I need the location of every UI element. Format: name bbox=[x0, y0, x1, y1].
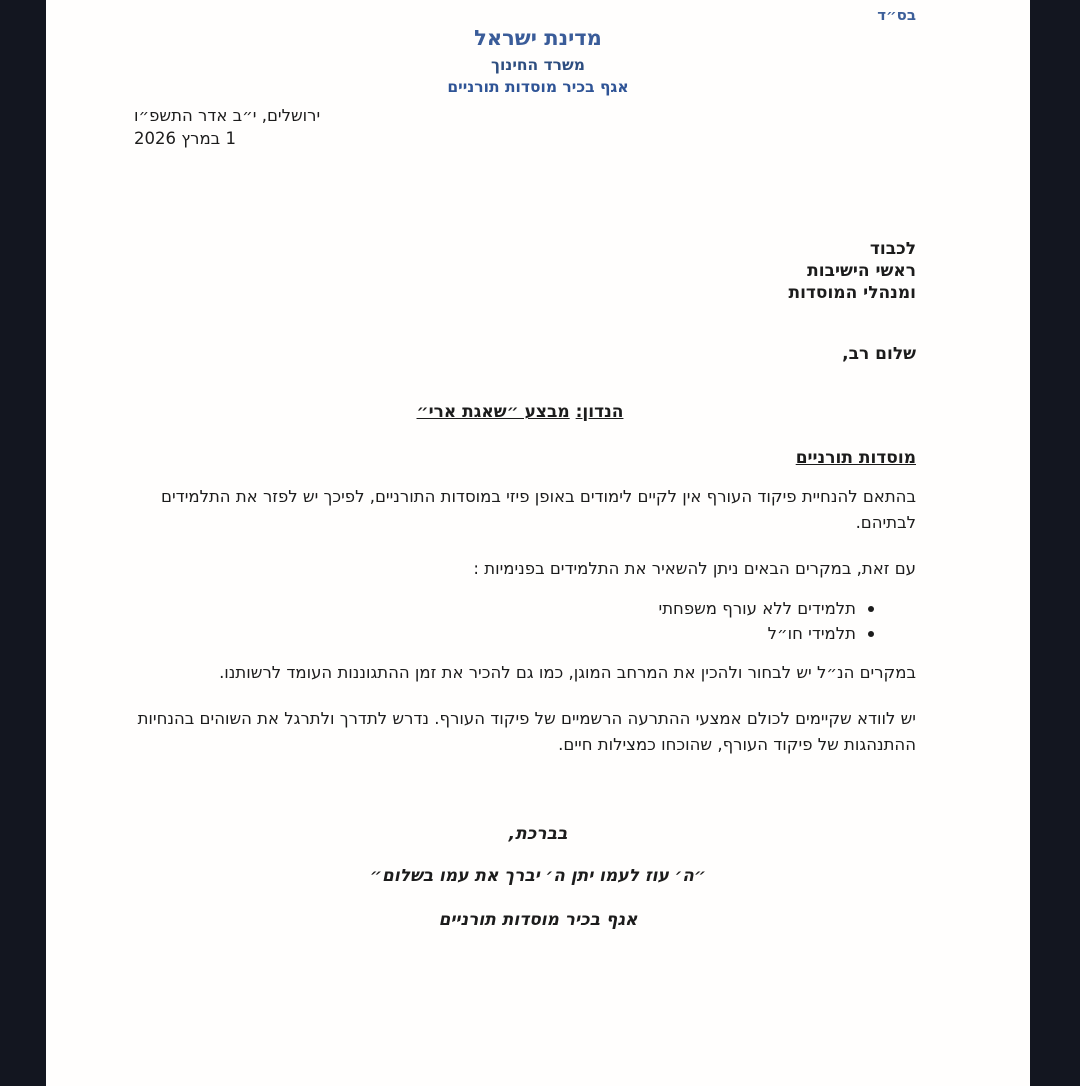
date-block bbox=[46, 104, 1030, 150]
bullet-text: תלמידים ללא עורף משפחתי bbox=[658, 599, 856, 618]
gregorian-date: 1 במרץ 2026 bbox=[134, 129, 236, 148]
closing-signature: אגף בכיר מוסדות תורניים bbox=[438, 910, 638, 930]
hebrew-date: ירושלים, י״ב אדר התשפ״ו bbox=[134, 106, 321, 125]
closing-regards: בברכת, bbox=[508, 824, 568, 844]
subject-line bbox=[28, 402, 1012, 422]
subject-title: מבצע ״שאגת ארי״ bbox=[416, 402, 570, 422]
section-heading: מוסדות תורניים bbox=[795, 448, 916, 468]
body-paragraph: בהתאם להנחיית פיקוד העורף אין לקיים לימודים באופן פיזי במוסדות התורניים, לפיכך יש לפזר את התלמידים לבתיהם. bbox=[161, 487, 916, 532]
closing-quote: ״ה׳ עוז לעמו יתן ה׳ יברך את עמו בשלום״ bbox=[369, 866, 707, 886]
recipient-line: ומנהלי המוסדות bbox=[788, 283, 916, 303]
bullet-item bbox=[46, 621, 874, 646]
greeting: שלום רב, bbox=[842, 344, 916, 364]
bullet-list bbox=[46, 596, 1030, 646]
body-paragraph: יש לוודא שקיימים לכולם אמצעי ההתרעה הרשמיים של פיקוד העורף. נדרש לתדרך ולתרגל את השוהים בהנחיות ההתנהגות של פיקוד העורף, שהוכחו כמצילות חיים. bbox=[137, 709, 916, 754]
recipient-honorific: לכבוד bbox=[869, 239, 916, 259]
bullet-dot-icon bbox=[868, 631, 874, 637]
body-paragraph: במקרים הנ״ל יש לבחור ולהכין את המרחב המוגן, כמו גם להכיר את זמן ההתגוננות העומד לרשותנו. bbox=[219, 663, 916, 682]
letter-page bbox=[46, 0, 1030, 1086]
division-name: אגף בכיר מוסדות תורניים bbox=[447, 78, 629, 96]
body-paragraph: עם זאת, במקרים הבאים ניתן להשאיר את התלמידים בפנימיות : bbox=[473, 559, 916, 578]
ministry-name: משרד החינוך bbox=[491, 56, 585, 74]
state-name: מדינת ישראל bbox=[474, 26, 602, 50]
bullet-item bbox=[46, 596, 874, 621]
subject-label: הנדון: bbox=[575, 402, 624, 422]
bullet-dot-icon bbox=[868, 606, 874, 612]
bullet-text: תלמידי חו״ל bbox=[767, 624, 856, 643]
bsd-mark: בס״ד bbox=[877, 6, 916, 24]
recipient-line: ראשי הישיבות bbox=[807, 261, 916, 281]
recipients-block bbox=[46, 238, 1030, 304]
ministry-letterhead bbox=[46, 26, 1030, 96]
